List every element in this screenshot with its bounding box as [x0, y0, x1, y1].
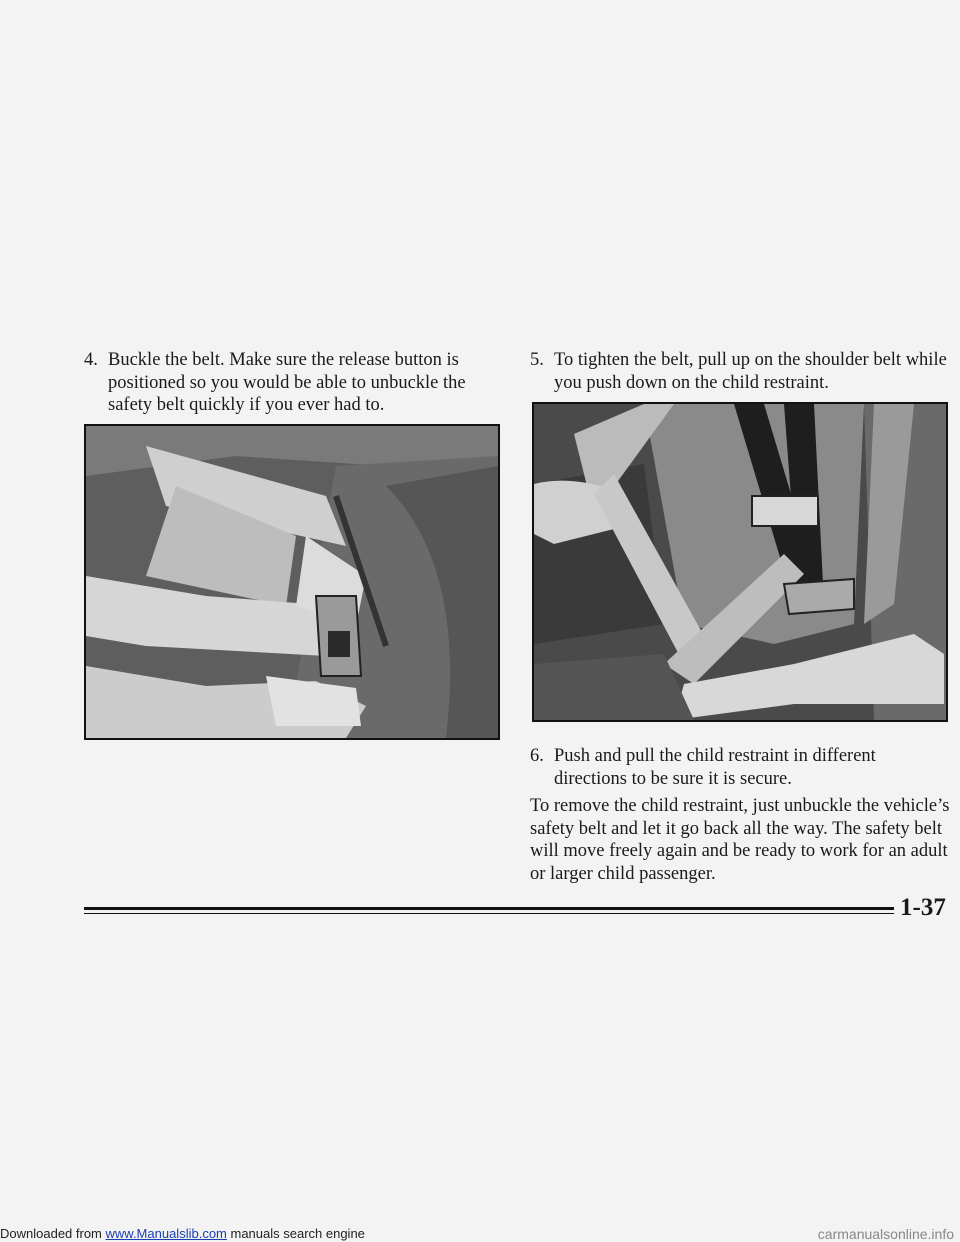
footer-rule-thick — [84, 907, 894, 910]
watermark: carmanualsonline.info — [817, 1226, 954, 1242]
step-number: 4. — [84, 350, 98, 370]
step-4 — [84, 349, 484, 417]
step-6 — [530, 745, 950, 790]
manualslib-link[interactable]: www.Manualslib.com — [105, 1226, 227, 1241]
buckle-belt-illustration — [84, 424, 500, 740]
step-5 — [530, 349, 950, 394]
page-number: 1-37 — [900, 894, 946, 921]
step-text: Push and pull the child restraint in different directions to be sure it is secure. — [554, 746, 876, 789]
step-number: 6. — [530, 746, 544, 766]
tighten-belt-illustration — [532, 402, 948, 722]
footer-prefix: Downloaded from — [0, 1226, 106, 1241]
step-text: Buckle the belt. Make sure the release button is positioned so you would be able to unbuckle the safety belt quickly if you ever had to. — [108, 350, 466, 415]
buckle-belt-drawing — [86, 426, 498, 738]
footer-rule-thin — [84, 913, 894, 914]
closing-paragraph: To remove the child restraint, just unbuckle the vehicle’s safety belt and let it go back all the way. The safety belt will move freely again and be ready to work for an adult or larger child passenger. — [530, 796, 950, 884]
step-text: To tighten the belt, pull up on the shoulder belt while you push down on the child restraint. — [554, 350, 947, 393]
footer-suffix: manuals search engine — [226, 1226, 365, 1241]
tighten-belt-drawing — [534, 404, 946, 720]
download-footer — [0, 1226, 365, 1241]
step-number: 5. — [530, 350, 544, 370]
